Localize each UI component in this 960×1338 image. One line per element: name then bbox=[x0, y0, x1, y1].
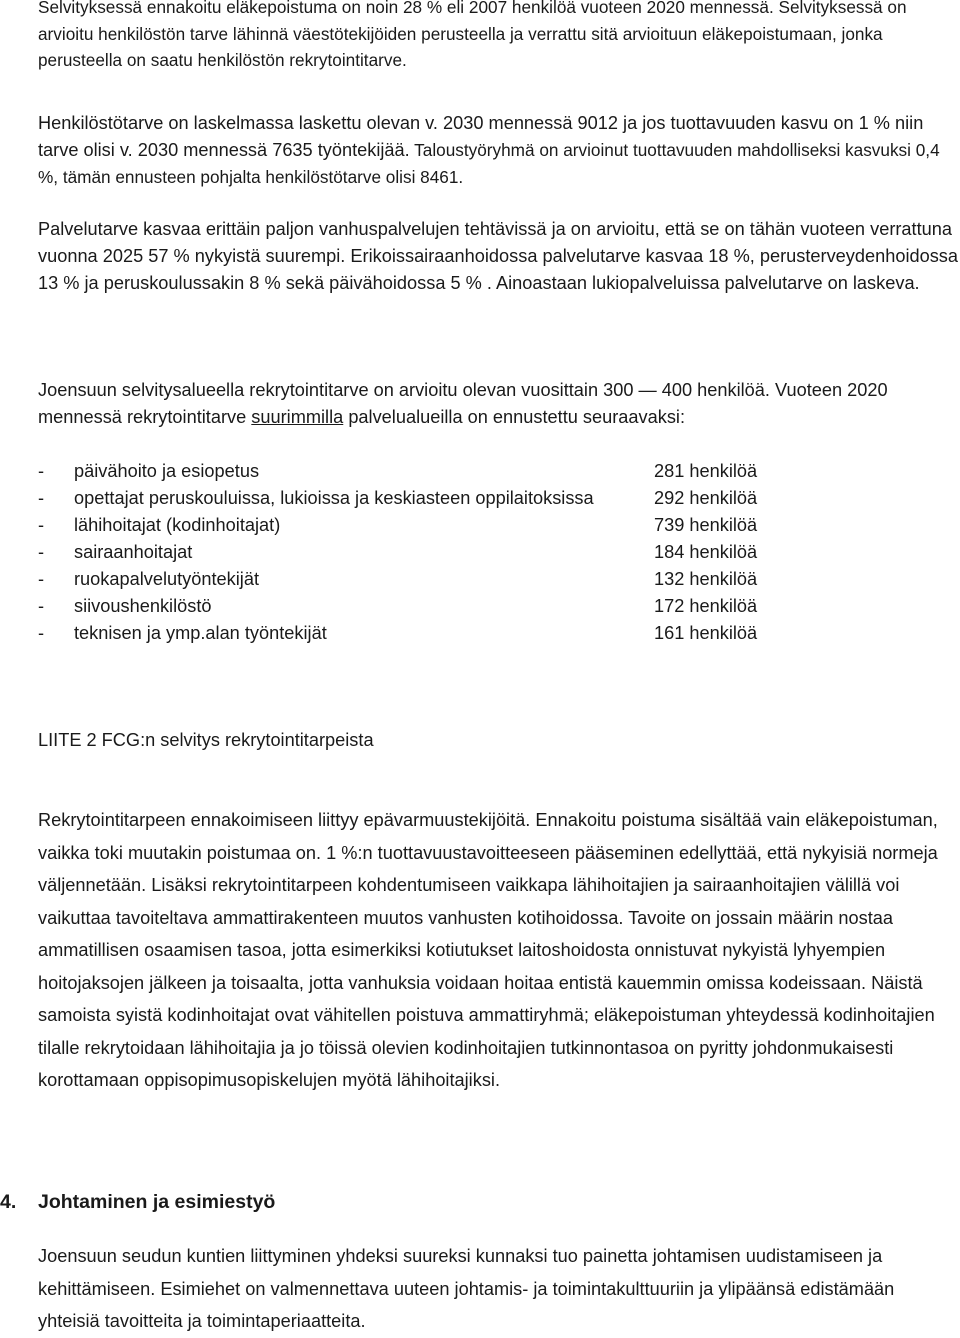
list-item bbox=[38, 512, 960, 539]
list-item-count: 292 henkilöä bbox=[654, 488, 758, 508]
list-item-count: 132 henkilöä bbox=[654, 569, 758, 589]
list-dash: - bbox=[38, 596, 45, 616]
list-item-count: 172 henkilöä bbox=[654, 596, 758, 616]
list-item bbox=[38, 539, 960, 566]
section-number: 4. bbox=[0, 1191, 17, 1213]
paragraph-leadership: Joensuun seudun kuntien liittyminen yhdeksi suureksi kunnaksi tuo painetta johtamisen uudistamiseen ja kehittämiseen. Esimiehet on valmennettava uuteen johtamis- ja toimintakulttuuriin ja ylipäänsä edistämään yhteisiä tavoitteita ja toimintaperiaatteita. bbox=[38, 1246, 895, 1331]
list-item-label: sairaanhoitajat bbox=[74, 542, 193, 562]
list-dash: - bbox=[38, 569, 45, 589]
list-dash: - bbox=[38, 623, 45, 643]
list-item-label: opettajat peruskouluissa, lukioissa ja keskiasteen oppilaitoksissa bbox=[74, 488, 594, 508]
paragraph-retirement-forecast: Selvityksessä ennakoitu eläkepoistuma on noin 28 % eli 2007 henkilöä vuoteen 2020 mennessä. Selvityksessä on arvioitu henkilöstön tarve lähinnä väestötekijöiden perusteella ja verrattu sitä arvioituun eläkepoistumaan, jonka perusteella on saatu henkilöstön rekrytointitarve. bbox=[38, 0, 907, 70]
list-item bbox=[38, 593, 960, 620]
list-item bbox=[38, 566, 960, 593]
list-item-count: 161 henkilöä bbox=[654, 623, 758, 643]
staff-need-productivity: Taloustyöryhmä on arvioinut tuottavuuden mahdolliseksi kasvuksi 0,4 %, tämän ennusteen pohjalta henkilöstötarve olisi 8461. bbox=[38, 140, 940, 187]
list-item-count: 184 henkilöä bbox=[654, 542, 758, 562]
list-item-label: ruokapalvelutyöntekijät bbox=[74, 569, 260, 589]
list-dash: - bbox=[38, 542, 45, 562]
list-item-label: päivähoito ja esiopetus bbox=[74, 461, 260, 481]
list-item-label: lähihoitajat (kodinhoitajat) bbox=[74, 515, 281, 535]
list-dash: - bbox=[38, 488, 45, 508]
section-title: Johtaminen ja esimiestyö bbox=[38, 1191, 276, 1213]
recruitment-need-text-b: palvelualueilla on ennustettu seuraavaksi: bbox=[343, 407, 686, 427]
paragraph-staff-need bbox=[38, 110, 960, 191]
staff-need-calculation: Henkilöstötarve on laskelmassa laskettu olevan v. 2030 mennessä 9012 ja jos tuottavuuden kasvu on 1 % niin tarve olisi v. 2030 mennessä 7635 työntekijää. bbox=[38, 113, 924, 160]
list-item bbox=[38, 485, 960, 512]
list-item-label: teknisen ja ymp.alan työntekijät bbox=[74, 623, 327, 643]
recruitment-need-underlined: suurimmilla bbox=[251, 407, 344, 427]
paragraph-service-need: Palvelutarve kasvaa erittäin paljon vanhuspalvelujen tehtävissä ja on arvioitu, että se on tähän vuoteen verrattuna vuonna 2025 57 % nykyistä suurempi. Erikoissairaanhoidossa palvelutarve kasvaa 18 %, perusterveydenhoidossa 13 % ja peruskoulussakin 8 % sekä päivähoidossa 5 % . Ainoastaan lukiopalveluissa palvelutarve on laskeva. bbox=[38, 219, 959, 293]
list-dash: - bbox=[38, 461, 45, 481]
list-item bbox=[38, 458, 960, 485]
list-item-count: 739 henkilöä bbox=[654, 515, 758, 535]
paragraph-recruitment-need bbox=[38, 377, 960, 431]
paragraph-uncertainty: Rekrytointitarpeen ennakoimiseen liittyy epävarmuustekijöitä. Ennakoitu poistuma sisältää vain eläkepoistuman, vaikka toki muutakin poistumaa on. 1 %:n tuottavuustavoitteeseen pääseminen edellyttää, että nykyisiä normeja väljennetään. Lisäksi rekrytointitarpeen kohdentumiseen vaikkapa lähihoitajien ja sairaanhoitajien välillä voi vaikuttaa tavoiteltava ammattirakenteen muutos vanhusten kotihoidossa. Tavoite on jossain määrin nostaa ammatillisen osaamisen tasoa, jotta esimerkiksi kotiutukset laitoshoidosta onnistuvat nykyistä lyhyempien hoitojaksojen jälkeen ja toisaalta, jotta vanhuksia voidaan hoitaa entistä kauemmin omissa kodeissaan. Näistä samoista syistä kodinhoitajat ovat vähitellen poistuva ammattiryhmä; eläkepoistuman yhteydessä kodinhoitajien tilalle rekrytoidaan lähihoitajia ja jo töissä olevien kodinhoitajien tutkinnontasoa on pyritty johdonmukaisesti korottamaan oppisopimusopiskelujen myötä lähihoitajiksi. bbox=[38, 810, 938, 1090]
list-item-label: siivoushenkilöstö bbox=[74, 596, 212, 616]
list-item-count: 281 henkilöä bbox=[654, 461, 758, 481]
list-dash: - bbox=[38, 515, 45, 535]
recruitment-need-text-a: Joensuun selvitysalueella rekrytointitarve on arvioitu olevan vuosittain 300 — 400 henkilöä. Vuoteen 2020 mennessä rekrytointitarve bbox=[38, 380, 888, 427]
list-item bbox=[38, 620, 960, 647]
appendix-heading: LIITE 2 FCG:n selvitys rekrytointitarpeista bbox=[38, 730, 374, 750]
recruitment-list bbox=[38, 458, 960, 647]
